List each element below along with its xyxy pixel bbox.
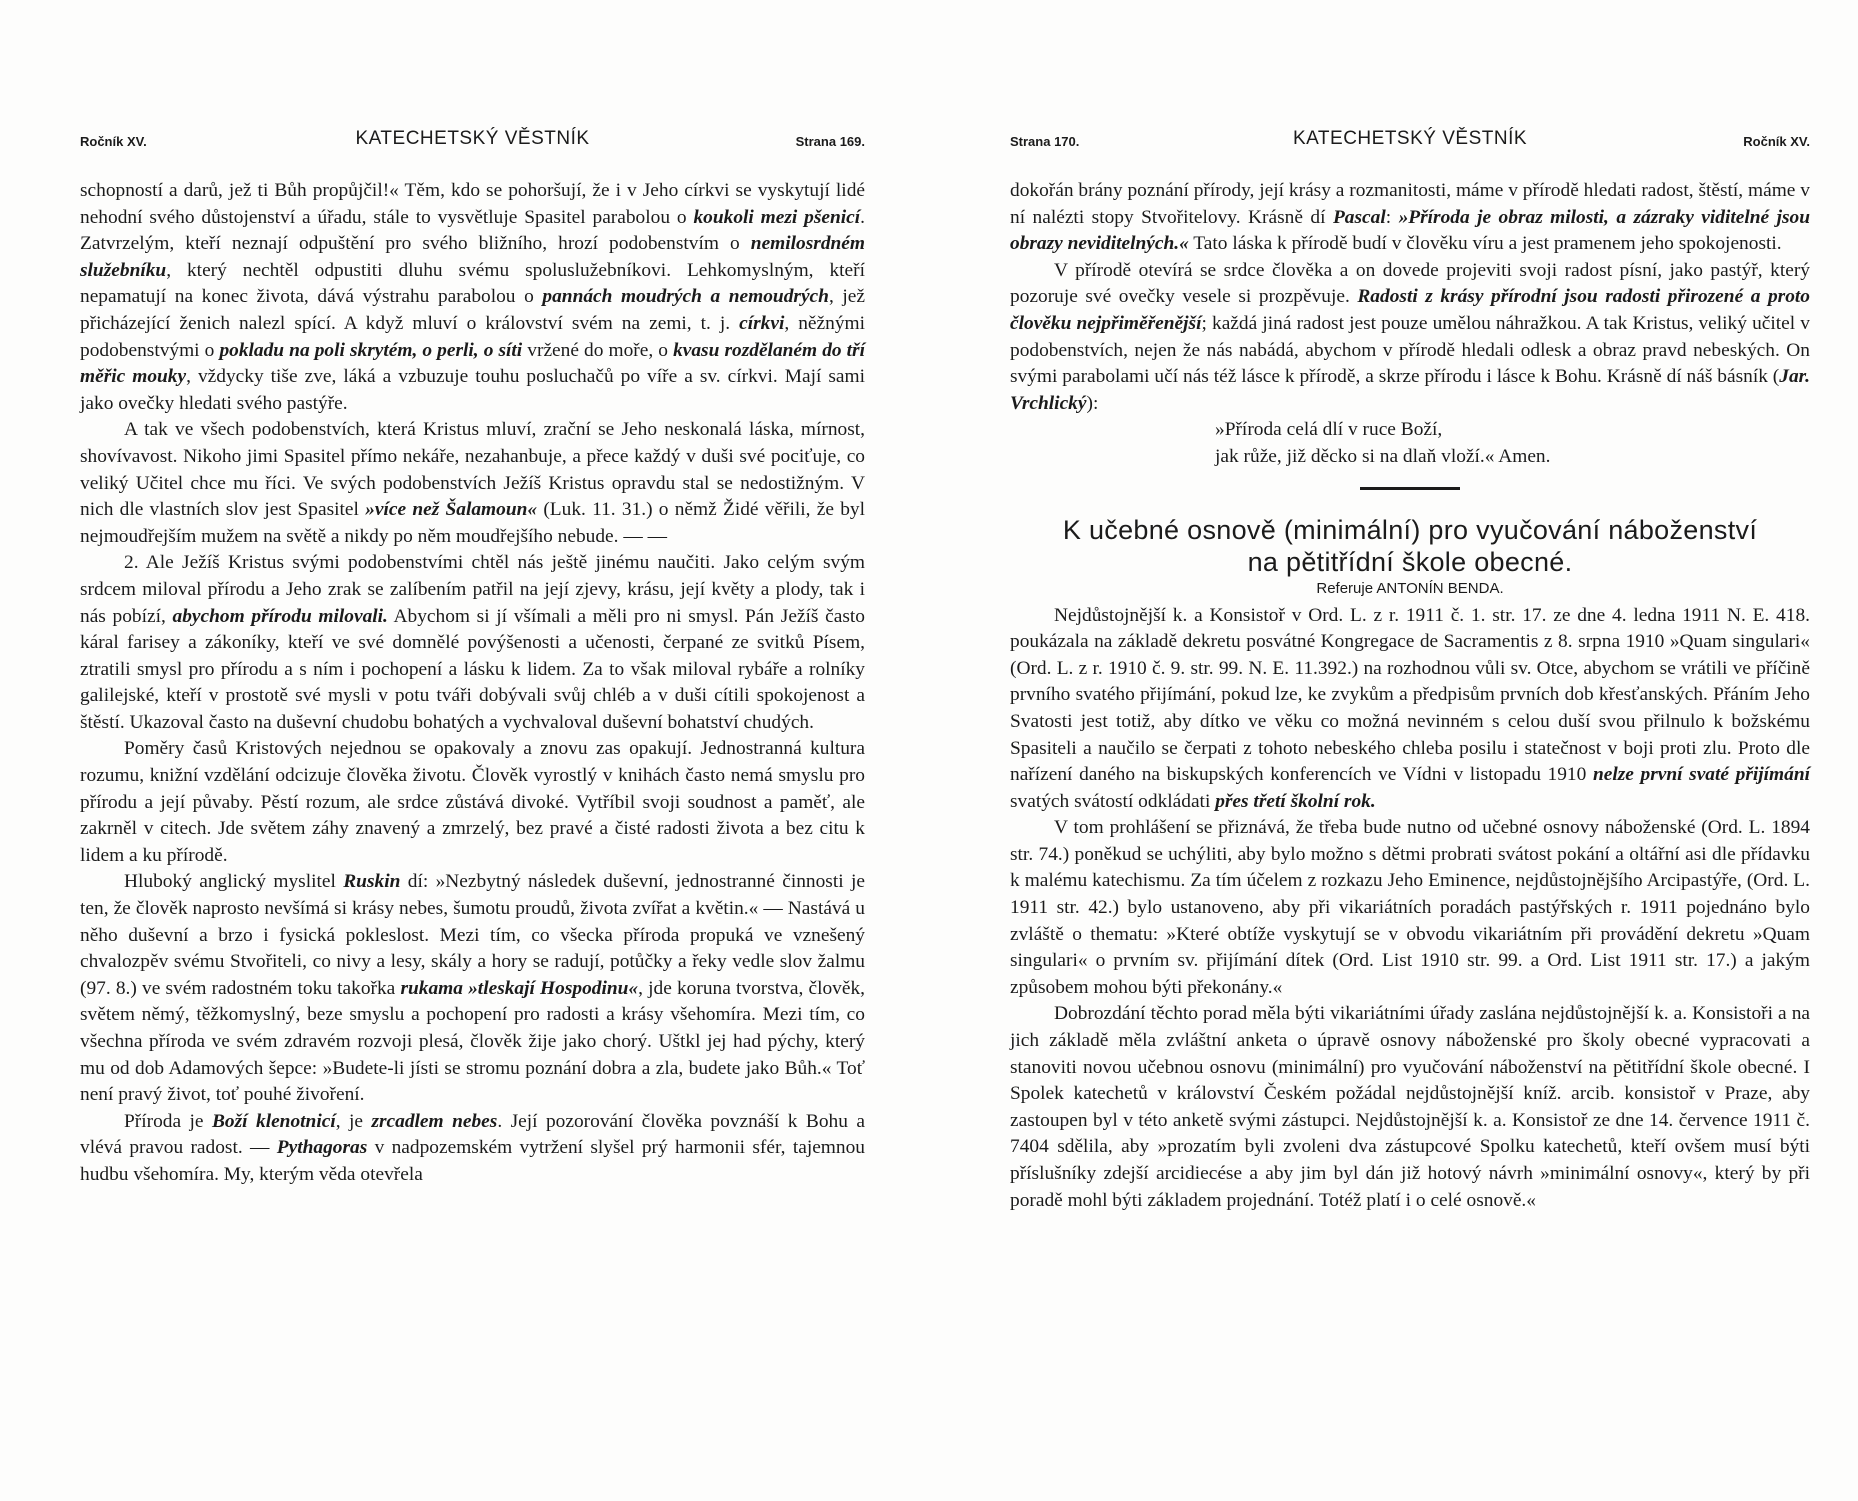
text-run: schopností a darů, jež ti Bůh propůjčil!« Těm, kdo se pohoršují, že i v Jeho církvi se vyskytují lidé nehodní svého důstojenství a úřadu, stále to vysvětluje Spasitel parabolou o: [80, 180, 865, 228]
text-run: , který nechtěl odpustiti dluhu svému spoluslužebníkovi. Lehkomyslným, kteří nepamatují na konec života, dává výstrahu parabolou o: [80, 259, 865, 308]
volume-label: Ročník XV.: [80, 134, 147, 149]
paragraph: [1010, 178, 1810, 258]
running-head-right: [1010, 124, 1810, 164]
text-run: , jde koruna tvorstva, člověk, světem němý, těžkomyslný, beze smyslu a pochopení pro radosti a krásy všehomíra. Mezi tím, co všechna příroda ve svém zdravém rozvoji plesá, člověk žije jako chorý. Uštkl jej had pýchy, který mu od dob Adamových šepce: »Budete-li jísti se stromu poznání dobra a zla, budete jako Bůh.« Toť není pravý život, toť pouhé živoření.: [80, 977, 865, 1106]
text-run: Poměry časů Kristových nejednou se opakovaly a znovu zas opakují. Jednostranná kultura rozumu, knižní vzdělání odcizuje člověka životu. Člověk vyrostlý v knihách často nemá smyslu pro přírodu a její půvaby. Pěstí rozum, ale srdce zůstává divoké. Vytříbil svoji soudnost a paměť, ale zakrněl v citech. Jde světem záhy znavený a zmrzelý, bez pravé a čisté radosti života a bez citu k lidem a ku přírodě.: [80, 738, 865, 866]
emphasized-text: pannách moudrých a nemoudrých: [542, 286, 829, 308]
text-run: , něžnými podobenstvými o: [80, 312, 865, 361]
text-run: dí: »Nezbytný následek duševní, jednostranné činnosti je ten, že člověk naprosto nevšímá si krásy nebes, šumotu proudů, života zvířat a květin.« — Nastává u něho duševní a brzo i fysická pokleslost. Mezi tím, co všecka příroda propuká ve vznešený chvalozpěv svému Stvořiteli, co nivy a lesy, skály a hory se radují, potůčky a řeky vedle slov žalmu (97. 8.) ve svém radostném toku takořka: [80, 871, 865, 999]
emphasized-text: koukoli mezi pšenicí: [693, 206, 861, 228]
right-page: [1010, 0, 1810, 1214]
left-page: [80, 0, 865, 1189]
section-divider: [1360, 487, 1460, 490]
emphasized-text: kvasu rozdělaném do tří měřic mouky: [80, 339, 865, 388]
text-run: Tato láska k přírodě budí v člověku víru a jest pramenem jeho spokojenosti.: [1188, 233, 1782, 255]
text-run: , vždycky tiše zve, láká a vzbuzuje touhu posluchačů po víře a sv. církvi. Mají sami jako ovečky hledati svého pastýře.: [80, 366, 865, 414]
emphasized-text: církvi: [739, 312, 785, 334]
emphasized-text: pokladu na poli skrytém, o perli, o síti: [219, 339, 523, 361]
emphasized-text: Boží klenotnicí: [211, 1110, 336, 1132]
page-number: Strana 169.: [795, 134, 865, 149]
paragraph: [80, 736, 865, 869]
article-title-line: K učebné osnově (minimální) pro vyučování náboženství: [1062, 514, 1758, 545]
emphasized-text: nelze první svaté přijímání: [1592, 764, 1810, 786]
text-run: vržené do moře, o: [522, 339, 674, 361]
paragraph: [1010, 1001, 1810, 1214]
text-run: Příroda je: [124, 1110, 212, 1132]
emphasized-text: Pascal: [1332, 206, 1386, 228]
text-run: Abychom si jí všímali a měli pro ni smysl. Pán Ježíš často káral farisey a zákoníky, kteří ve své domnělé povýšenosti a učenosti, čerpané ze svitků Písem, ztratili smysl pro přírodu a s ním i pochopení a lásku k lidem. Za to však miloval rybáře a rolníky galilejské, kteří v prostotě své mysli v potu tváři dobývali svůj chléb a v duši cítili spokojenost a štěstí. Ukazoval často na duševní chudobu bohatých a vychvaloval duševní bohatství chudých.: [80, 605, 866, 733]
text-run: Nejdůstojnější k. a Konsistoř v Ord. L. z r. 1911 č. 1. str. 17. ze dne 4. ledna 1911 N. E. 418. poukázala na základě dekretu posvátné Kongregace de Sacramentis z 8. srpna 1910 »Quam singulari« (Ord. L. z r. 1910 č. 9. str. 99. N. E. 11.392.) na rozhodnou vůli sv. Otce, abychom se vrátili ve příčině prvního svatého přijímání, pokud lze, ke zvykům a předpisům prvních dob křesťanských. Přáním Jeho Svatosti jest totiž, aby dítko ve věku co možná nevinném s celou duší svou přilnulo k božskému Spasiteli a naučilo se čerpati z tohoto nebeského chleba posilu i statečnost v boji proti zlu. Proto dle nařízení daného na biskupských konferencích ve Vídni v listopadu 1910: [1010, 604, 1810, 786]
emphasized-text: »Příroda je obraz milosti, a zázraky viditelné jsou obrazy neviditelných.«: [1010, 206, 1810, 255]
paragraph: [80, 417, 865, 550]
paragraph: [1010, 815, 1810, 1001]
article-title-line: na pětitřídní škole obecné.: [1247, 546, 1573, 577]
text-run: , jež přicházející ženich nalezl spící. A když mluví o království svém na zemi, t. j.: [80, 286, 866, 334]
text-run: V přírodě otevírá se srdce člověka a on dovede projeviti svoji radost písní, jako pastýř, který pozoruje své ovečky vesele si prozpěvuje.: [1010, 259, 1810, 308]
emphasized-text: abychom přírodu milovali.: [172, 605, 388, 627]
article-title: [1010, 514, 1810, 578]
article-byline: Referuje ANTONÍN BENDA.: [1316, 579, 1504, 597]
right-page-body: [1010, 178, 1810, 417]
emphasized-text: zrcadlem nebes: [371, 1110, 498, 1132]
text-run: :: [1385, 206, 1399, 228]
text-run: ; každá jiná radost jest pouze umělou náhražkou. A tak Kristus, veliký učitel v podobenstvích, nejen že nás nabádá, abychom v přírodě hledali odlesk a obraz pravd nebeských. On svými parabolami učí nás též lásce k přírodě, a skrze přírodu i lásce k Bohu. Krásně dí náš básník (: [1010, 312, 1810, 388]
text-run: . Její pozorování člověka povznáší k Bohu a vlévá pravou radost. —: [80, 1110, 865, 1159]
text-run: dokořán brány poznání přírody, její krásy a rozmanitosti, máme v přírodě hledati radost, štěstí, máme v ní nalézti stopy Stvořitelovy. Krásně dí: [1010, 180, 1810, 228]
running-head-left: [80, 124, 865, 164]
emphasized-text: přes třetí školní rok.: [1215, 790, 1376, 812]
article-body: [1010, 603, 1810, 1215]
text-run: A tak ve všech podobenstvích, která Kristus mluví, zrační se Jeho neskonalá láska, mírnost, shovívavost. Nikoho jimi Spasitel přímo nekáře, nezahanbuje, a přece každý v duši své pociťuje, co veliký Učitel chce mu říci. Ve svých podobenstvích Ježíš Kristus opravdu stal se nedostižným. V nich dle vlastních slov jest Spasitel: [80, 419, 865, 521]
text-run: . Zatvrzelým, kteří neznají odpuštění pro svého bližního, hrozí podobenstvím o: [80, 206, 866, 255]
poem-line: »Příroda celá dlí v ruce Boží,: [1215, 419, 1443, 441]
paragraph: [1010, 603, 1810, 816]
paragraph: [80, 1109, 865, 1189]
text-run: svatých svátostí odkládati: [1010, 790, 1216, 812]
text-run: ):: [1086, 392, 1099, 414]
paragraph: [80, 550, 865, 736]
page-number: Strana 170.: [1010, 134, 1080, 149]
text-run: 2. Ale Ježíš Kristus svými podobenstvími chtěl nás ještě jinému naučiti. Jako celým svým srdcem miloval přírodu a Jeho zrak se zalíbením patřil na její zjevy, krásu, její květy a plody, tak i nás pobízí,: [80, 552, 865, 627]
emphasized-text: nemilosrdném služebníku: [80, 233, 865, 281]
text-run: v nadpozemském vytržení slyšel prý harmonii sfér, tajemnou hudbu všehomíra. My, kterým věda otevřela: [80, 1137, 865, 1185]
poem-line: jak růže, již děcko si na dlaň vloží.« Amen.: [1215, 445, 1551, 467]
emphasized-text: Radosti z krásy přírodní jsou radosti přirozené a proto člověku nejpřiměřenější: [1010, 286, 1810, 334]
emphasized-text: Pythagoras: [276, 1137, 368, 1159]
emphasized-text: »více než Šalamoun«: [365, 499, 538, 521]
journal-title: KATECHETSKÝ VĚSTNÍK: [355, 128, 590, 149]
left-page-body: [80, 178, 865, 1189]
text-run: V tom prohlášení se přiznává, že třeba bude nutno od učebné osnovy náboženské (Ord. L. 1894 str. 74.) poněkud se uchýliti, aby bylo možno s dětmi probrati svátost pokání a oltářní asi dle přídavku k malému katechismu. Za tím účelem z rozkazu Jeho Eminence, nejdůstojnějšího Arcipastýře, (Ord. L. 1911 str. 42.) bylo ustanoveno, aby při vikariátních poradách pastýřských r. 1911 pojednáno bylo zvláště o thematu: »Které obtíže vyskytují se v obvodu vikariátním při provádění dekretu »Quam singulari« o prvním sv. přijímání dítek (Ord. List 1910 str. 99. a Ord. List 1911 str. 17.) a jakým způsobem mohou býti překonány.«: [1010, 817, 1810, 998]
emphasized-text: rukama »tleskají Hospodinu«: [400, 977, 639, 999]
emphasized-text: Ruskin: [343, 871, 401, 893]
journal-title: KATECHETSKÝ VĚSTNÍK: [1292, 128, 1528, 149]
paragraph: [80, 869, 865, 1108]
text-run: , je: [335, 1110, 372, 1132]
poem-quote: [1010, 417, 1810, 470]
emphasized-text: Jar. Vrchlický: [1010, 366, 1810, 414]
paragraph: [80, 178, 865, 417]
volume-label: Ročník XV.: [1743, 134, 1810, 149]
text-run: Hluboký anglický myslitel: [124, 871, 344, 893]
text-run: Dobrozdání těchto porad měla býti vikariátními úřady zaslána nejdůstojnější k. a. Konsistoři a na jich základě měla zvláštní anketa o úpravě osnovy náboženské pro školy obecné vypracovati a stanoviti novou učebnou osnovu (minimální) pro vyučování náboženství na pětitřídní škole obecné. I Spolek katechetů v království Českém požádal nejdůstojnější kníž. arcib. konsistoř v Praze, aby zastoupen byl v této anketě svými zástupci. Nejdůstojnější k. a. Konsistoř ze dne 14. července 1911 č. 7404 sdělila, aby »prozatím byli zvoleni dva zástupcové Spolku katechetů, kteří ovšem musí býti příslušníky zdejší arcidiecése a aby jim byl dán již hotový návrh »minimální osnovy«, který by při poradě mohl býti základem projednání. Totéž platí i o celé osnově.«: [1010, 1003, 1810, 1211]
text-run: (Luk. 11. 31.) o němž Židé věřili, že byl nejmoudřejším mužem na světě a nikdy po něm moudřejšího nebude. — —: [80, 499, 865, 547]
paragraph: [1010, 258, 1810, 418]
